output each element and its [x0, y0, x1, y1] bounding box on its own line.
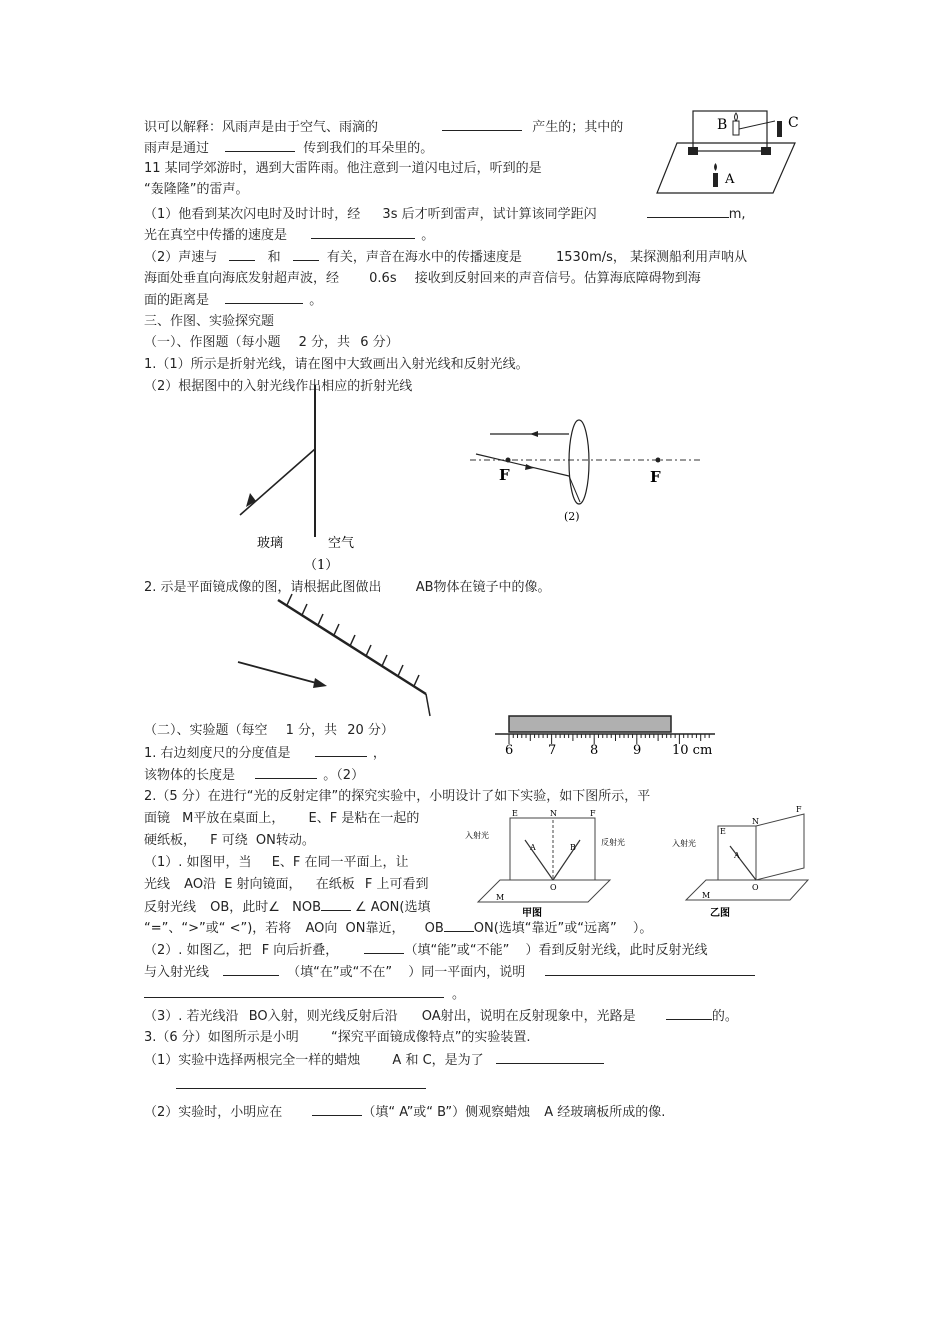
exp-q2-l9 [144, 963, 755, 981]
exp-q2-o: OB，此时∠ [210, 900, 280, 915]
exp-q3-a: 3.（6 分）如图所示是小明 [144, 1030, 299, 1045]
glass-frame [693, 111, 767, 151]
caption-yi: 乙图 [710, 908, 730, 919]
answer-blank[interactable] [442, 118, 522, 131]
exp-q2-l2 [144, 810, 419, 827]
exp-q2-bb: （3）. 若光线沿 [144, 1009, 239, 1024]
mirror-hatch [318, 614, 323, 625]
answer-blank[interactable] [666, 1007, 712, 1020]
period: 。 [421, 228, 435, 243]
exp-q2-i: 光线 [144, 877, 171, 892]
q11-p2-and: 和 [267, 250, 281, 265]
exp-q3-b: “探究平面镜成像特点”的实验装置. [330, 1030, 531, 1045]
exp-q2-dd: OA射出，说明在反射现象中，光路是 [421, 1009, 636, 1024]
exp-q2-m: F 上可看到 [364, 877, 429, 892]
exp-q3-g: A 经玻璃板所成的像. [544, 1105, 666, 1120]
q11-p2-time: 0.6s [369, 271, 397, 286]
label-b: B [717, 117, 728, 133]
exp-q2-v: F 向后折叠， [261, 943, 339, 958]
candle-a [713, 173, 718, 187]
exp-q2-s: ON(选填“靠近”或“远离” [473, 921, 617, 936]
answer-blank[interactable] [312, 1103, 362, 1116]
focus-right [656, 458, 661, 463]
ray-arrow [530, 431, 538, 437]
q10-text-b: 产生的；其中的 [532, 120, 624, 135]
answer-blank[interactable] [225, 139, 295, 152]
exp-q1-d: 。（2） [323, 768, 365, 783]
frame-foot [761, 147, 771, 155]
glass-label: 玻璃 [257, 536, 284, 551]
sight-line [739, 121, 775, 129]
section-title: 三、作图、实验探究题 [144, 314, 275, 329]
ruler-figure [495, 714, 720, 762]
q11-p2-a: （2）声速与 [144, 250, 218, 265]
q10-text-a: 识可以解释：风雨声是由于空气、雨滴的 [144, 120, 379, 135]
convex-lens [569, 420, 589, 504]
exp-q2-ob: OB [424, 921, 444, 936]
exp-q2-l8 [144, 941, 708, 959]
exp-q2-aon: ∠ AON(选填 [355, 900, 431, 915]
label-f: F [796, 805, 802, 814]
mirror-hatch [426, 694, 430, 716]
q11-p1-unit: m, [728, 207, 746, 222]
answer-blank[interactable] [444, 919, 474, 932]
exp-q2-cc: BO入射，则光线反射后沿 [248, 1009, 398, 1024]
incident-ray [238, 662, 320, 684]
exp-q2-text: 2.（5 分）在进行“光的反射定律”的探究实验中，小明设计了如下实验，如下图所示，平 [144, 789, 651, 804]
exp-q2-l7 [144, 919, 652, 937]
paper-board-f [756, 814, 804, 880]
draw-q1-2-text: （2）根据图中的入射光线作出相应的折射光线 [144, 379, 413, 394]
exp-q2-ee: 的。 [711, 1009, 738, 1024]
tick-label-10: 10 cm [672, 743, 713, 758]
q10-line1 [144, 118, 623, 136]
exp-title-b: 1 分，共 [285, 723, 338, 738]
answer-blank[interactable] [321, 898, 351, 911]
period: 。 [452, 987, 466, 1002]
label-a: A [734, 851, 740, 860]
tick-label-7: 7 [548, 743, 557, 758]
draw-q1-text: 1.（1）所示是折射光线，请在图中大致画出入射光线和反射光线。 [144, 357, 529, 372]
exp-q2-z: （填“在”或“不在” [287, 965, 393, 980]
exp-q2-f: ON转动。 [255, 833, 315, 848]
label-e: E [720, 827, 726, 836]
exp-q3-e: （2）实验时，小明应在 [144, 1105, 283, 1120]
label-e: E [512, 809, 518, 818]
label-o: O [550, 883, 557, 892]
exp-q2-d: 硬纸板， [144, 833, 197, 848]
exp-q2-l3 [144, 832, 315, 849]
q11-part2-c [144, 291, 322, 309]
q11-p1-time: 3s [382, 207, 398, 222]
fig2-caption: (2) [564, 510, 580, 523]
candle-mirror-figure [655, 105, 805, 200]
q11-p2-speed: 1530m/s， [556, 250, 626, 265]
exp-q2-p: “=”、“>”或“ <”)，若将 [144, 921, 292, 936]
exp-q1-b [144, 766, 364, 784]
exp-q2-n: 反射光线 [144, 900, 197, 915]
drawing-title-a: （一）、作图题（每小题 [144, 335, 281, 350]
exp-q2-aa: ）同一平面内，说明 [408, 965, 526, 980]
drawing-title-b: 2 分，共 [298, 335, 351, 350]
exp-q2-g: （1）. 如图甲，当 [144, 855, 252, 870]
label-n: N [752, 817, 759, 826]
q11-text-2: “轰隆隆”的雷声。 [144, 182, 249, 197]
caption-jia: 甲图 [522, 908, 542, 919]
exp-q2-k: E 射向镜面， [224, 877, 302, 892]
exp-q2-x: ）看到反射光线，此时反射光线 [525, 943, 708, 958]
exp-title-a: （二）、实验题（每空 [144, 723, 268, 738]
q10-text-d: 传到我们的耳朵里的。 [303, 141, 434, 156]
exp-q1 [144, 744, 386, 762]
focus-left [506, 458, 511, 463]
label-c: C [788, 115, 799, 131]
label-m: M [496, 893, 505, 902]
refraction-figure-1 [230, 385, 370, 575]
draw-q2-a: 2. 示是平面镜成像的图，请根据此图做出 [144, 580, 382, 595]
answer-blank[interactable] [229, 248, 255, 261]
exp-q2-r: ON靠近， [345, 921, 405, 936]
label-o: O [752, 883, 759, 892]
exp-q3-l4 [144, 1103, 665, 1121]
q11-line1 [144, 160, 542, 177]
exp-q2-c: E、F 是粘在一起的 [308, 811, 420, 826]
mirror-surface [278, 600, 426, 694]
exp-title [144, 722, 394, 739]
tick-label-8: 8 [590, 743, 599, 758]
ray-arrow [313, 678, 327, 688]
q11-p1-a: （1）他看到某次闪电时及时计时，经 [144, 207, 361, 222]
fig1-caption: （1） [304, 558, 339, 573]
reflected-light-label: 反射光 [601, 838, 625, 847]
answer-blank[interactable] [144, 985, 444, 998]
f-left-label: F [499, 466, 510, 484]
exp-q2-l10 [144, 985, 465, 1003]
reflection-figure-jia [465, 809, 640, 919]
period: 。 [309, 293, 323, 308]
exp-q2-w: （填“能”或“不能” [404, 943, 510, 958]
exp-title-c: 20 分） [347, 723, 394, 738]
mirror-hatch [398, 665, 403, 676]
q11-p2-e: 某探测船利用声呐从 [630, 250, 748, 265]
label-m: M [702, 891, 711, 900]
answer-blank[interactable] [255, 766, 317, 779]
q11-part2 [144, 248, 747, 266]
answer-blank[interactable] [223, 963, 279, 976]
exp-q3-l3 [176, 1076, 426, 1094]
exp-q1-a: 1. 右边刻度尺的分度值是 [144, 746, 291, 761]
exp-q2-y: 与入射光线 [144, 965, 210, 980]
flame-b [735, 113, 738, 121]
ray-continuation [569, 476, 580, 502]
answer-blank[interactable] [293, 248, 319, 261]
plane-mirror-figure [230, 598, 435, 718]
exp-q3-c: （1）实验中选择两根完全一样的蜡烛 [144, 1053, 361, 1068]
q11-p2-f: 海面处垂直向海底发射超声波，经 [144, 271, 340, 286]
exp-q3-f: （填“ A”或“ B”）侧观察蜡烛 [362, 1105, 531, 1120]
draw-q2-b: AB物体在镜子中的像。 [415, 580, 551, 595]
label-b: B [570, 843, 576, 852]
exp-q2-u: （2）. 如图乙，把 [144, 943, 252, 958]
draw-q2 [144, 579, 551, 596]
lens-figure-2 [468, 412, 703, 527]
exp-q2-l6 [144, 898, 430, 916]
candle-c [777, 121, 782, 137]
draw-q1 [144, 356, 529, 373]
reflection-figure-yi [668, 805, 818, 919]
q11-p1-c: 后才听到雷声，试计算该同学距闪 [401, 207, 597, 222]
label-n: N [550, 809, 557, 818]
answer-blank[interactable] [545, 963, 755, 976]
exp-q2-b: M平放在桌面上， [182, 811, 285, 826]
exp-q2-l: 在纸板 [315, 877, 355, 892]
label-a: A [725, 172, 735, 187]
exp-q2-h: E、F 在同一平面上，让 [271, 855, 409, 870]
mirror-hatch [366, 645, 371, 656]
exp-q2-q: AO向 [305, 921, 338, 936]
flame-a [714, 163, 717, 171]
answer-blank[interactable] [496, 1051, 604, 1064]
mirror-hatch [334, 624, 339, 635]
frame-foot [688, 147, 698, 155]
exp-q2-nob: NOB [292, 900, 321, 915]
comma: ， [372, 746, 386, 761]
q11-part1-b [144, 226, 434, 244]
exp-q3-l2 [144, 1051, 604, 1069]
air-label: 空气 [328, 536, 355, 551]
mirror-hatch [350, 635, 355, 646]
f-right-label: F [650, 468, 661, 486]
exp-q2-l11 [144, 1007, 738, 1025]
exp-q3 [144, 1029, 531, 1046]
candle-b [733, 121, 739, 135]
q11-p2-c: 有关，声音在海水中的传播速度是 [326, 250, 522, 265]
label-f: F [590, 809, 596, 818]
answer-blank[interactable] [315, 744, 367, 757]
q10-line2 [144, 139, 433, 157]
incident-light-label: 入射光 [465, 831, 489, 840]
incident-ray-2 [476, 454, 569, 476]
tick-label-6: 6 [505, 743, 514, 758]
exp-q2-j: AO沿 [184, 877, 217, 892]
ray-ob [553, 840, 580, 880]
exp-q2-e: F 可绕 [210, 833, 248, 848]
measured-object [509, 716, 671, 732]
q11-p2-g: 接收到反射回来的声音信号。估算海底障碍物到海 [414, 271, 701, 286]
answer-blank[interactable] [311, 226, 415, 239]
exp-q2 [144, 788, 650, 805]
answer-blank[interactable] [225, 291, 303, 304]
q11-p2-h: 面的距离是 [144, 293, 210, 308]
incident-light-label: 入射光 [672, 839, 696, 848]
q11-text: 11 某同学郊游时，遇到大雷阵雨。他注意到一道闪电过后，听到的是 [144, 161, 542, 176]
tick-label-9: 9 [633, 743, 642, 758]
mirror-hatch [302, 604, 307, 615]
section-3-title [144, 313, 274, 330]
q11-line2 [144, 181, 248, 198]
mirror-hatch [382, 655, 387, 666]
drawing-title [144, 334, 399, 351]
exp-q2-l5 [144, 876, 428, 893]
drawing-title-c: 6 分） [360, 335, 399, 350]
answer-blank[interactable] [647, 205, 729, 218]
q10-text-c: 雨声是通过 [144, 141, 210, 156]
exp-q1-c: 该物体的长度是 [144, 768, 236, 783]
answer-blank[interactable] [364, 941, 404, 954]
exp-q3-d: A 和 C，是为了 [392, 1053, 484, 1068]
exp-q2-l4 [144, 854, 409, 871]
exp-q2-t: ）。 [632, 921, 653, 936]
answer-blank[interactable] [176, 1076, 426, 1089]
refracted-ray [240, 449, 315, 515]
exp-q2-a: 面镜 [144, 811, 171, 826]
q11-part2-b [144, 270, 701, 287]
q11-light-text: 光在真空中传播的速度是 [144, 228, 288, 243]
q11-part1 [144, 205, 746, 223]
mirror-hatch [414, 675, 419, 686]
label-a: A [530, 843, 536, 852]
